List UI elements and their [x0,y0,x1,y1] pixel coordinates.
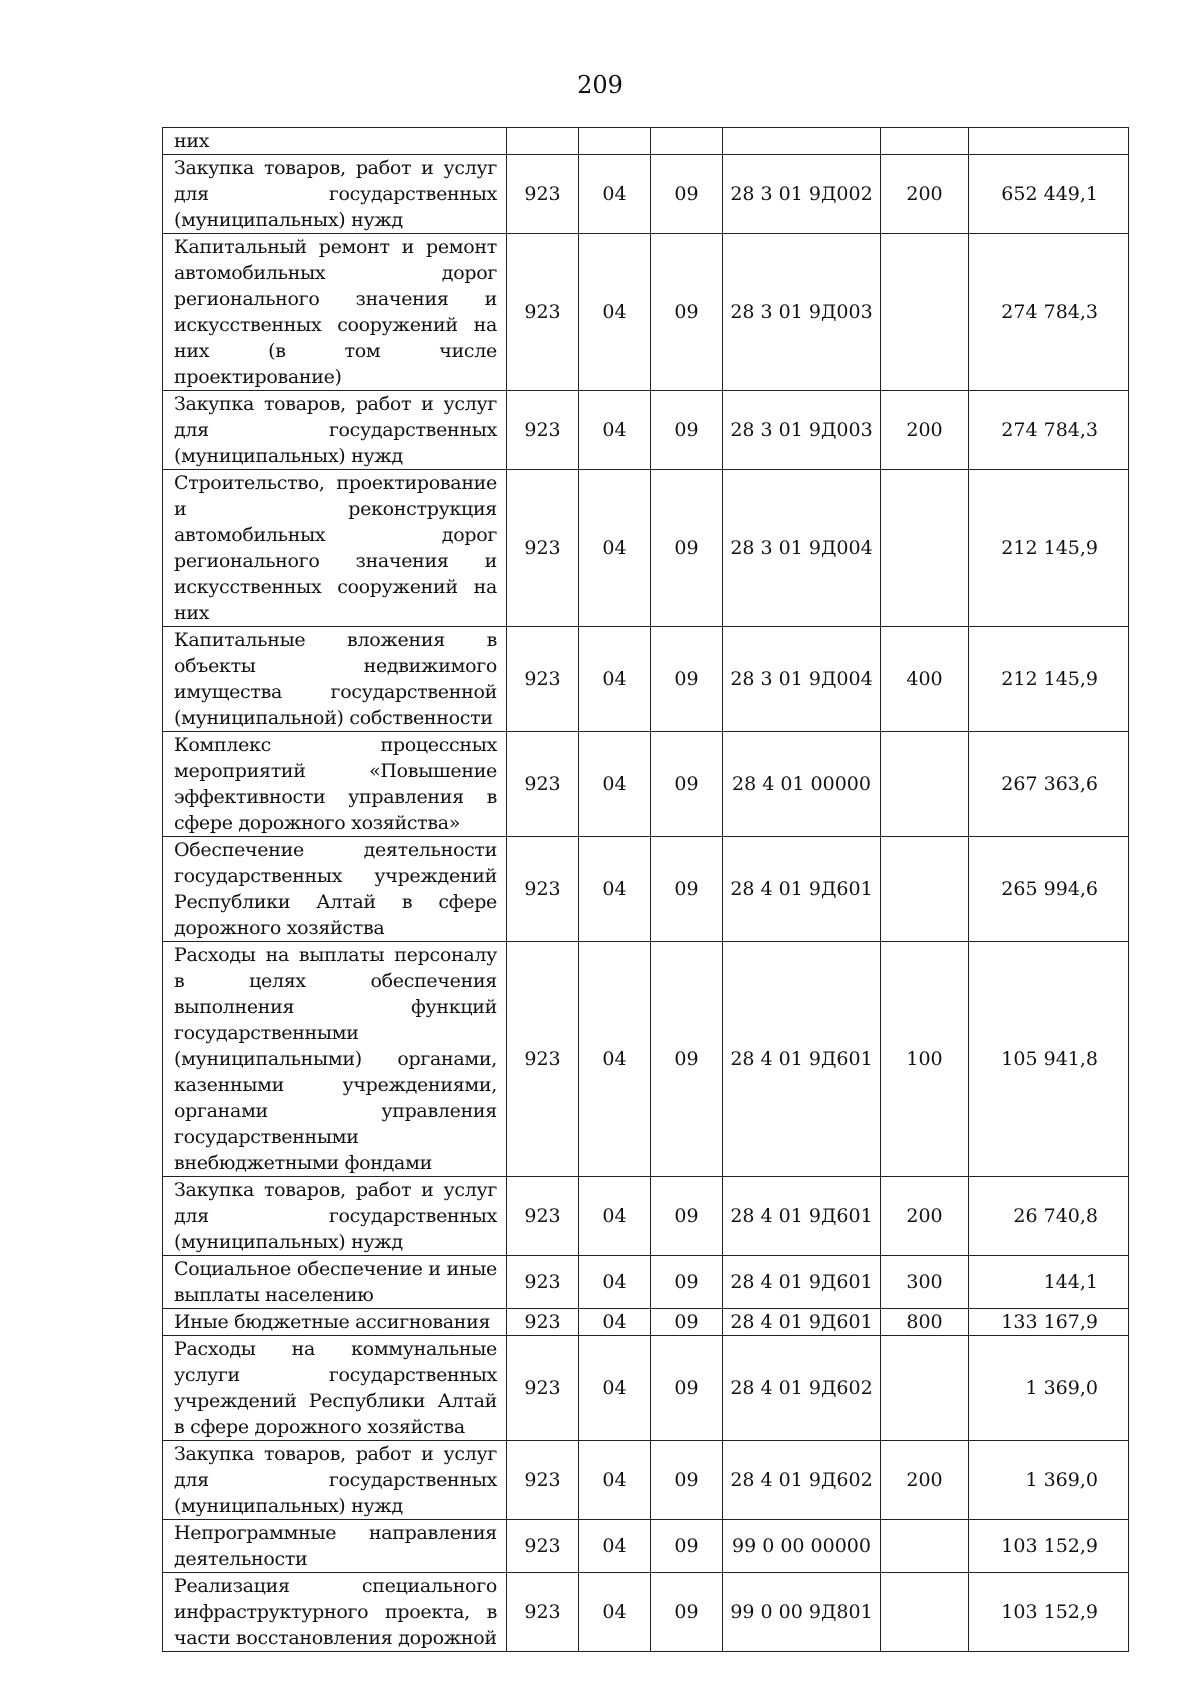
ministry-code-cell: 923 [507,391,579,470]
section-code-cell: 04 [579,391,651,470]
section-code-cell: 04 [579,470,651,627]
target-article-cell: 28 4 01 9Д601 [723,1256,881,1309]
target-article-cell: 28 4 01 9Д602 [723,1336,881,1441]
ministry-code-cell: 923 [507,1309,579,1336]
ministry-code-cell: 923 [507,627,579,732]
expense-type-cell [881,234,969,391]
amount-cell: 103 152,9 [969,1573,1129,1652]
amount-cell: 267 363,6 [969,732,1129,837]
table-row [163,1256,1129,1309]
section-code-cell: 04 [579,1309,651,1336]
subsection-code-cell: 09 [651,391,723,470]
item-name-cell: Закупка товаров, работ и услуг для государственных (муниципальных) нужд [163,155,507,234]
expense-type-cell: 200 [881,1177,969,1256]
target-article-cell: 28 4 01 9Д601 [723,1177,881,1256]
amount-cell: 133 167,9 [969,1309,1129,1336]
ministry-code-cell: 923 [507,1520,579,1573]
section-code-cell: 04 [579,1573,651,1652]
item-name-cell: Закупка товаров, работ и услуг для государственных (муниципальных) нужд [163,1177,507,1256]
expense-type-cell: 200 [881,391,969,470]
section-code-cell: 04 [579,732,651,837]
table-row [163,470,1129,627]
subsection-code-cell: 09 [651,1573,723,1652]
target-article-cell: 99 0 00 9Д801 [723,1573,881,1652]
ministry-code-cell: 923 [507,470,579,627]
expense-type-cell: 300 [881,1256,969,1309]
item-name-cell: Расходы на выплаты персоналу в целях обеспечения выполнения функций государственными (муниципальными) органами, казенными учреждениями, органами управления государственными внебюджетными фондами [163,942,507,1177]
subsection-code-cell: 09 [651,1256,723,1309]
item-name-cell: Комплекс процессных мероприятий «Повышение эффективности управления в сфере дорожного хозяйства» [163,732,507,837]
table-row [163,155,1129,234]
ministry-code-cell: 923 [507,942,579,1177]
expense-type-cell: 200 [881,155,969,234]
target-article-cell: 28 3 01 9Д002 [723,155,881,234]
ministry-code-cell: 923 [507,1177,579,1256]
table-row [163,837,1129,942]
subsection-code-cell: 09 [651,1309,723,1336]
table-row [163,234,1129,391]
expense-type-cell [881,470,969,627]
subsection-code-cell: 09 [651,627,723,732]
page-number: 209 [577,71,623,99]
section-code-cell: 04 [579,1256,651,1309]
target-article-cell: 28 4 01 9Д601 [723,942,881,1177]
ministry-code-cell: 923 [507,1256,579,1309]
subsection-code-cell: 09 [651,1520,723,1573]
ministry-code-cell: 923 [507,1441,579,1520]
amount-cell: 144,1 [969,1256,1129,1309]
section-code-cell: 04 [579,837,651,942]
amount-cell: 26 740,8 [969,1177,1129,1256]
expense-type-cell: 200 [881,1441,969,1520]
table-row [163,942,1129,1177]
budget-table [162,127,1129,1652]
amount-cell: 212 145,9 [969,470,1129,627]
item-name-cell: них [163,128,507,155]
subsection-code-cell: 09 [651,470,723,627]
target-article-cell: 28 4 01 9Д601 [723,1309,881,1336]
amount-cell: 212 145,9 [969,627,1129,732]
budget-table-body [163,128,1129,1652]
item-name-cell: Капитальные вложения в объекты недвижимого имущества государственной (муниципальной) собственности [163,627,507,732]
target-article-cell: 99 0 00 00000 [723,1520,881,1573]
ministry-code-cell: 923 [507,837,579,942]
amount-cell: 274 784,3 [969,391,1129,470]
expense-type-cell: 400 [881,627,969,732]
section-code-cell: 04 [579,1520,651,1573]
item-name-cell: Закупка товаров, работ и услуг для государственных (муниципальных) нужд [163,1441,507,1520]
item-name-cell: Капитальный ремонт и ремонт автомобильных дорог регионального значения и искусственных сооружений на них (в том числе проектирование) [163,234,507,391]
item-name-cell: Расходы на коммунальные услуги государственных учреждений Республики Алтай в сфере дорожного хозяйства [163,1336,507,1441]
subsection-code-cell: 09 [651,837,723,942]
item-name-cell: Обеспечение деятельности государственных учреждений Республики Алтай в сфере дорожного хозяйства [163,837,507,942]
target-article-cell: 28 4 01 9Д602 [723,1441,881,1520]
subsection-code-cell: 09 [651,234,723,391]
item-name-cell: Непрограммные направления деятельности [163,1520,507,1573]
expense-type-cell [881,1573,969,1652]
expense-type-cell [881,837,969,942]
target-article-cell: 28 3 01 9Д004 [723,470,881,627]
section-code-cell: 04 [579,627,651,732]
subsection-code-cell: 09 [651,1441,723,1520]
section-code-cell: 04 [579,1177,651,1256]
ministry-code-cell: 923 [507,155,579,234]
target-article-cell: 28 3 01 9Д003 [723,234,881,391]
section-code-cell: 04 [579,155,651,234]
target-article-cell: 28 3 01 9Д004 [723,627,881,732]
amount-cell [969,128,1129,155]
ministry-code-cell: 923 [507,234,579,391]
item-name-cell: Социальное обеспечение и иные выплаты населению [163,1256,507,1309]
subsection-code-cell: 09 [651,942,723,1177]
target-article-cell: 28 4 01 9Д601 [723,837,881,942]
item-name-cell: Строительство, проектирование и реконструкция автомобильных дорог регионального значения и искусственных сооружений на них [163,470,507,627]
table-row [163,1309,1129,1336]
table-row [163,391,1129,470]
table-row [163,1177,1129,1256]
expense-type-cell [881,1336,969,1441]
expense-type-cell [881,1520,969,1573]
table-row [163,128,1129,155]
target-article-cell: 28 4 01 00000 [723,732,881,837]
expense-type-cell: 800 [881,1309,969,1336]
table-row [163,1573,1129,1652]
section-code-cell: 04 [579,1441,651,1520]
subsection-code-cell: 09 [651,732,723,837]
section-code-cell: 04 [579,942,651,1177]
expense-type-cell [881,128,969,155]
target-article-cell [723,128,881,155]
ministry-code-cell [507,128,579,155]
amount-cell: 1 369,0 [969,1441,1129,1520]
amount-cell: 652 449,1 [969,155,1129,234]
table-row [163,1336,1129,1441]
amount-cell: 274 784,3 [969,234,1129,391]
item-name-cell: Реализация специального инфраструктурного проекта, в части восстановления дорожной [163,1573,507,1652]
subsection-code-cell [651,128,723,155]
subsection-code-cell: 09 [651,155,723,234]
section-code-cell: 04 [579,234,651,391]
table-row [163,1441,1129,1520]
subsection-code-cell: 09 [651,1177,723,1256]
section-code-cell: 04 [579,1336,651,1441]
table-row [163,1520,1129,1573]
amount-cell: 103 152,9 [969,1520,1129,1573]
amount-cell: 105 941,8 [969,942,1129,1177]
ministry-code-cell: 923 [507,1573,579,1652]
ministry-code-cell: 923 [507,1336,579,1441]
expense-type-cell: 100 [881,942,969,1177]
table-row [163,732,1129,837]
amount-cell: 265 994,6 [969,837,1129,942]
table-row [163,627,1129,732]
target-article-cell: 28 3 01 9Д003 [723,391,881,470]
section-code-cell [579,128,651,155]
subsection-code-cell: 09 [651,1336,723,1441]
item-name-cell: Иные бюджетные ассигнования [163,1309,507,1336]
ministry-code-cell: 923 [507,732,579,837]
amount-cell: 1 369,0 [969,1336,1129,1441]
expense-type-cell [881,732,969,837]
item-name-cell: Закупка товаров, работ и услуг для государственных (муниципальных) нужд [163,391,507,470]
